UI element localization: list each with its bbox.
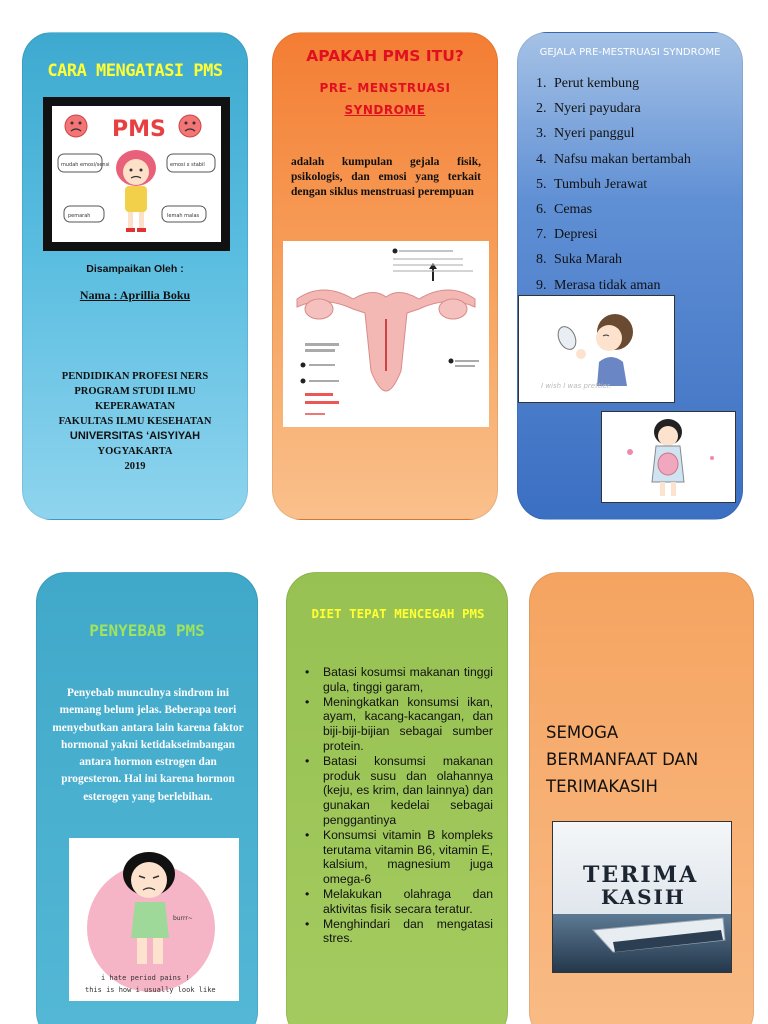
symptom-item: 4. Nafsu makan bertambah [550, 147, 691, 172]
pms-illustration [52, 106, 221, 242]
panel-terimakasih [529, 572, 754, 1024]
institution-line: YOGYAKARTA [97, 446, 173, 457]
panel-apakah-pms [272, 32, 498, 520]
symptom-item: 2. Nyeri payudara [550, 96, 691, 121]
period-caption-1: i hate period pains ! [101, 974, 190, 982]
burr-text: burrr~ [173, 915, 193, 922]
institution-line: 2019 [124, 461, 146, 472]
terima-kasih-illustration [553, 822, 731, 972]
panel4-title: PENYEBAB PMS [89, 621, 205, 640]
presenter-name: Nama : Aprillia Boku [79, 288, 191, 302]
kasih-text: KASIH [601, 885, 686, 909]
diet-item: • Menghindari dan mengatasi stres. [303, 917, 493, 947]
girl-mirror-image [518, 295, 675, 403]
closing-line: SEMOGA [546, 723, 619, 742]
diet-item: • Konsumsi vitamin B kompleks terutama vitamin B6, vitamin E, kalsium, magnesium juga omega-6 [303, 828, 493, 887]
cause-body: Penyebab munculnya sindrom ini memang belum jelas. Beberapa teori menyebutkan antara lain karena faktor hormonal yakni ketidakseimbangan antara hormon estrogen dan progesteron. Hal ini karena hormon esterogen yang berlebihan. [52, 687, 244, 803]
period-pain-illustration [69, 838, 239, 1001]
symptom-item: 6. Cemas [550, 197, 691, 222]
bubble-text-2: emosi x stabil [170, 162, 205, 168]
girl-mirror-illustration [519, 296, 674, 402]
panel-penyebab [36, 572, 258, 1024]
panel-gejala [517, 32, 743, 520]
symptom-item: 8. Suka Marah [550, 247, 691, 272]
diet-item: • Melakukan olahraga dan aktivitas fisik secara teratur. [303, 887, 493, 917]
girl-stomach-illustration [602, 412, 735, 502]
institution-line: PENDIDIKAN PROFESI NERS [61, 371, 209, 382]
institution-line: PROGRAM STUDI ILMU [74, 386, 196, 397]
uterus-diagram-image [283, 241, 489, 427]
panel2-title: APAKAH PMS ITU? [306, 47, 464, 65]
diet-item: • Batasi kosumsi makanan tinggi gula, tinggi garam, [303, 665, 493, 695]
institution-line: KEPERAWATAN [94, 401, 176, 412]
symptom-item: 9. Merasa tidak aman [550, 273, 691, 298]
pms-image-label: PMS [112, 117, 166, 142]
period-caption-2: this is how i usually look like [85, 986, 216, 994]
closing-message [546, 719, 746, 800]
terima-kasih-image [552, 821, 732, 973]
institution-line: FAKULTAS ILMU KESEHATAN [58, 416, 212, 427]
panel2-subtitle-2-text: SYNDROME [344, 103, 426, 117]
bubble-text-4: lemah malas [167, 213, 200, 219]
bubble-text-3: pemarah [68, 213, 91, 219]
symptom-item: 3. Nyeri panggul [550, 121, 691, 146]
symptom-item: 5. Tumbuh Jerawat [550, 172, 691, 197]
uterus-illustration [283, 241, 489, 427]
panel2-subtitle-2 [273, 101, 497, 119]
panel-diet [286, 572, 508, 1024]
diet-item: • Meningkatkan konsumsi ikan, ayam, kacang-kacangan, dan biji-biji-bijian sebagai sumber protein. [303, 695, 493, 754]
closing-line: BERMANFAAT DAN [546, 750, 699, 769]
bubble-text-1: mudah emosi/sensi [61, 162, 110, 168]
terima-text: TERIMA [583, 862, 699, 888]
symptom-list [550, 71, 691, 298]
symptom-item: 7. Depresi [550, 222, 691, 247]
diet-list [303, 665, 493, 946]
panel-cara-mengatasi [22, 32, 248, 520]
pms-definition: adalah kumpulan gejala fisik, psikologis, dan emosi yang terkait dengan siklus menstruasi perempuan [291, 156, 481, 199]
closing-line: TERIMAKASIH [546, 777, 658, 796]
institution-line: UNIVERSITAS ‘AISYIYAH [69, 430, 201, 442]
presented-by-label: Disampaikan Oleh : [86, 263, 184, 275]
panel5-title: DIET TEPAT MENCEGAH PMS [311, 606, 485, 621]
pms-cartoon-image [43, 97, 230, 251]
period-pain-image [69, 838, 239, 1001]
panel3-title: GEJALA PRE-MESTRUASI SYNDROME [539, 47, 721, 58]
panel2-subtitle-1: PRE- MENSTRUASI [319, 81, 451, 95]
diet-item: • Batasi konsumsi makanan produk susu dan olahannya (keju, es krim, dan lainnya) dan gunakan kedelai sebagai penggantinya [303, 754, 493, 828]
symptom-item: 1. Perut kembung [550, 71, 691, 96]
panel1-title: CARA MENGATASI PMS [47, 61, 223, 81]
institution-block [23, 369, 247, 474]
girl-stomach-image [601, 411, 736, 503]
mirror-image-caption: I wish I was prettier. [541, 382, 612, 390]
